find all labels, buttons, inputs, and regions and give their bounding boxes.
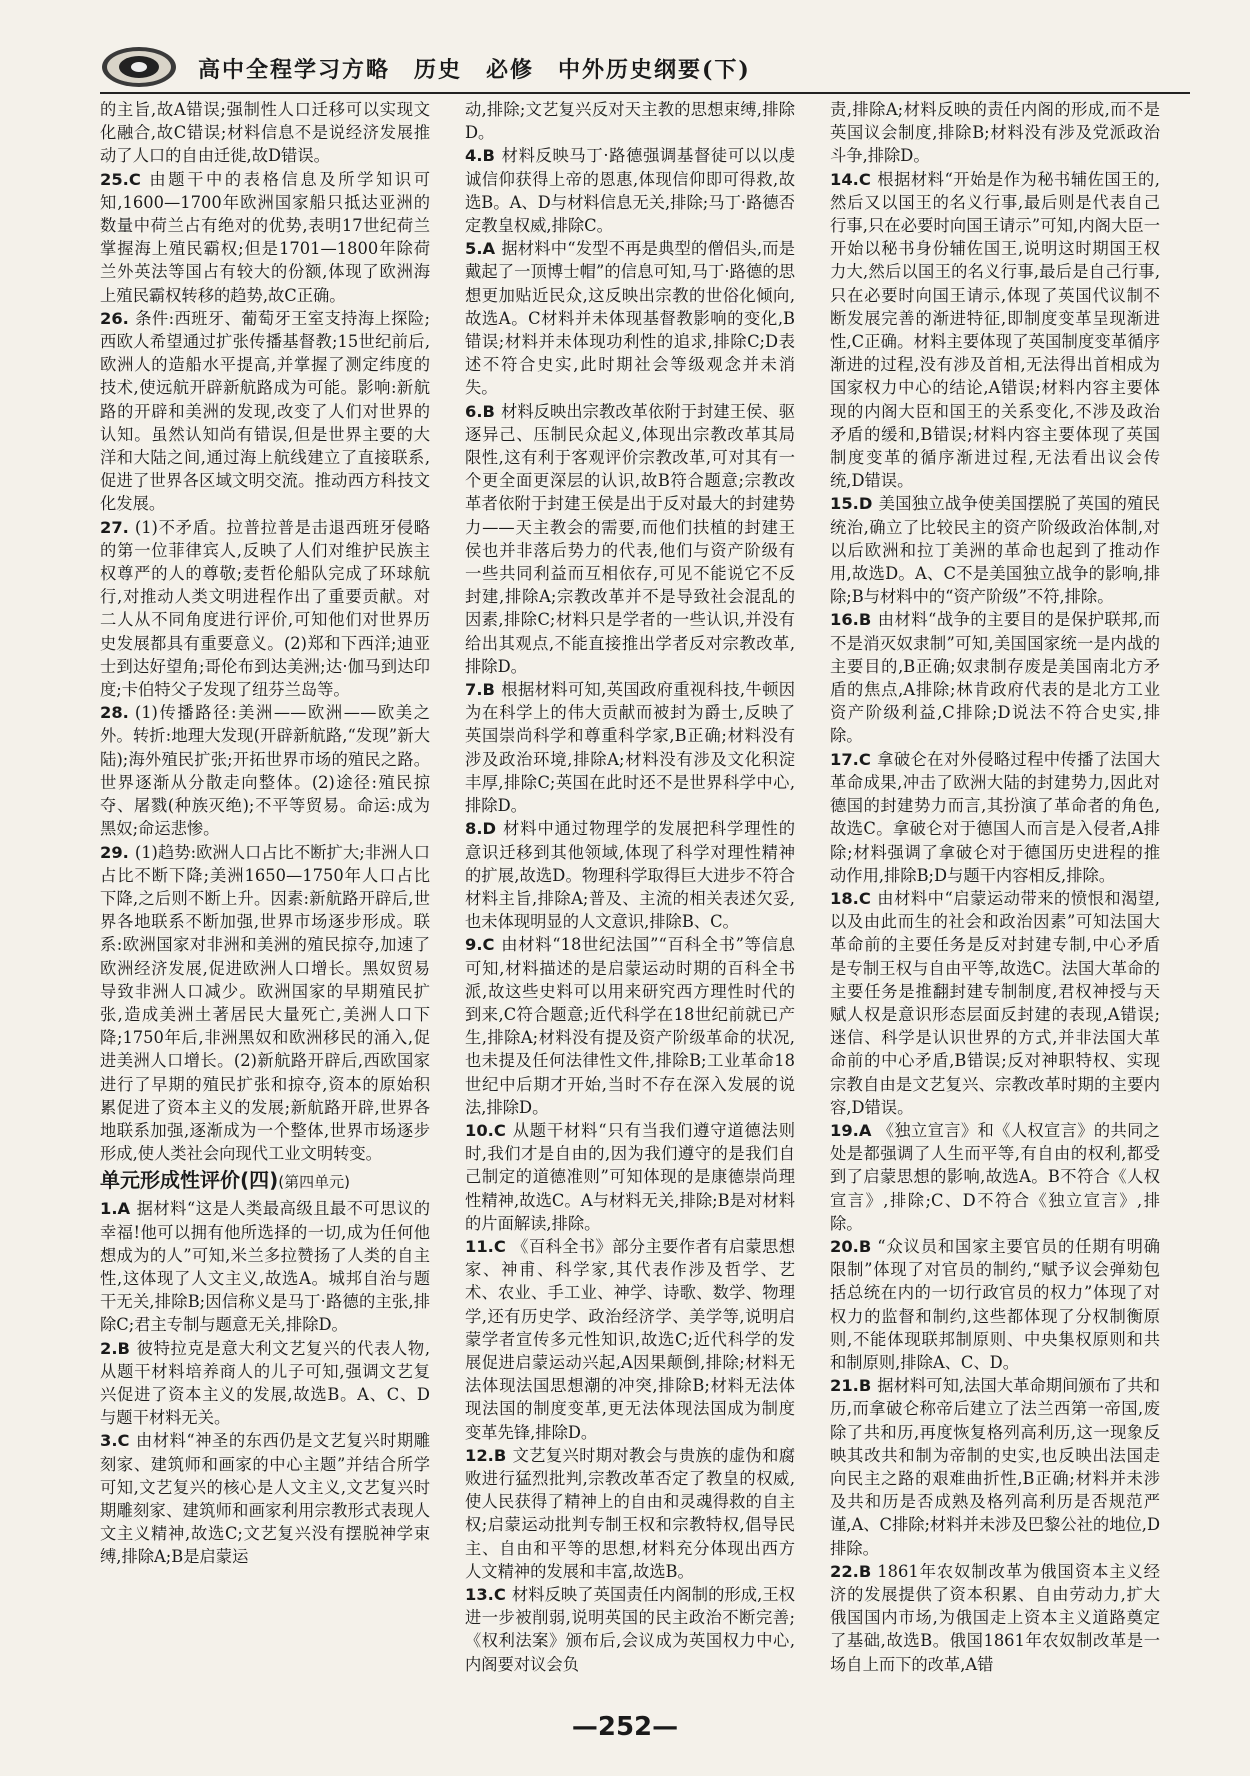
answer-text: 材料反映了英国责任内阁制的形成,王权进一步被削弱,说明英国的民主政治不断完善;《权利法案》颁布后,会议成为英国权力中心,内阁要对议会负 xyxy=(465,1585,795,1674)
answer-item xyxy=(830,887,1160,1119)
continued-text: 的主旨,故A错误;强制性人口迁移可以实现文化融合,故C错误;材料信息不是说经济发展推动了人口的自由迁徙,故D错误。 xyxy=(100,100,430,166)
answer-text: 由题干中的表格信息及所学知识可知,1600—1700年欧洲国家船只抵达亚洲的数量中荷兰占有绝对的优势,表明17世纪荷兰掌握海上殖民霸权;但是1701—1800年除荷兰外英法等国占有较大的份额,体现了欧洲海上殖民霸权转移的趋势,故C正确。 xyxy=(100,169,430,305)
answer-text: “众议员和国家主要官员的任期有明确限制”体现了对官员的制约,“赋予议会弹劾包括总统在内的一切行政官员的权力”体现了对权力的监督和制约,这些都体现了分权制衡原则,不能体现联邦制原则、中央集权原则和共和制原则,排除A、C、D。 xyxy=(830,1236,1160,1372)
answer-number: 3.C xyxy=(100,1431,130,1451)
answer-text: 据材料中“发型不再是典型的僧侣头,而是戴起了一顶博士帽”的信息可知,马丁·路德的思想更加贴近民众,这反映出宗教的世俗化倾向,故选A。C材料并未体现基督教影响的变化,B错误;材料并未体现功利性的追求,排除C;D表述不符合史实,此时期社会等级观念并未消失。 xyxy=(465,239,795,398)
continued-text: 动,排除;文艺复兴反对天主教的思想束缚,排除D。 xyxy=(465,100,795,143)
answer-text: 《独立宣言》和《人权宣言》的共同之处是都强调了人生而平等,有自由的权利,都受到了启蒙思想的影响,故选A。B不符合《人权宣言》,排除;C、D不符合《独立宣言》,排除。 xyxy=(830,1120,1160,1233)
answer-number: 14.C xyxy=(830,169,871,189)
answer-item xyxy=(465,1444,795,1583)
answer-item xyxy=(465,237,795,399)
answer-text: 根据材料“开始是作为秘书辅佐国王的,然后又以国王的名义行事,最后则是代表自己行事,只在必要时向国王请示”可知,内阁大臣一开始以秘书身份辅佐国王,说明这时期国王权力大,然后以国王的名义行事,最后是自己行事,只在必要时向国王请示,体现了英国代议制不断发展完善的渐进特征,即制度变革呈现渐进性,C正确。材料主要体现了英国制度变革循序渐进的过程,没有涉及首相,无法得出首相成为国家权力中心的结论,A错误;材料内容主要体现的内阁大臣和国王的关系变化,不涉及政治矛盾的缓和,B错误;材料内容主要体现了英国制度变革的循序渐进过程,无法看出议会传统,D错误。 xyxy=(830,169,1160,491)
page-header xyxy=(100,45,1190,91)
answer-text: 拿破仑在对外侵略过程中传播了法国大革命成果,冲击了欧洲大陆的封建势力,因此对德国的封建势力而言,其扮演了革命者的角色,故选C。拿破仑对于德国人而言是入侵者,A排除;材料强调了拿破仑对于德国历史进程的推动作用,排除B;D与题干内容相反,排除。 xyxy=(830,749,1160,885)
answer-text: 彼特拉克是意大利文艺复兴的代表人物,从题干材料培养商人的儿子可知,强调文艺复兴促进了资本主义的发展,故选B。A、C、D与题干材料无关。 xyxy=(100,1338,430,1428)
answer-text: 1861年农奴制改革为俄国资本主义经济的发展提供了资本积累、自由劳动力,扩大俄国国内市场,为俄国走上资本主义道路奠定了基础,故选B。俄国1861年农奴制改革是一场自上而下的改革,A错 xyxy=(830,1561,1160,1674)
answer-item xyxy=(465,144,795,237)
answer-item xyxy=(100,1429,430,1568)
answer-number: 15.D xyxy=(830,494,873,514)
answer-item xyxy=(830,1374,1160,1560)
answer-text: (1)传播路径:美洲——欧洲——欧美之外。转折:地理大发现(开辟新航路,“发现”新大陆);海外殖民扩张;开拓世界市场的殖民之路。世界逐渐从分散走向整体。(2)途径:殖民掠夺、屠戮(种族灭绝);不平等贸易。命运:成为黑奴;命运悲惨。 xyxy=(100,703,430,839)
answer-item xyxy=(100,1197,430,1336)
header-divider xyxy=(100,92,1190,94)
answer-item xyxy=(465,1235,795,1444)
column-2 xyxy=(465,98,795,1674)
answer-text: 材料中通过物理学的发展把科学理性的意识迁移到其他领域,体现了科学对理性精神的扩展,故选D。物理科学取得巨大进步不符合材料主旨,排除A;普及、主流的相关表述欠妥,也未体现明显的人文意识,排除B、C。 xyxy=(465,819,795,932)
answer-item xyxy=(830,492,1160,608)
answer-text: 根据材料可知,英国政府重视科技,牛顿因为在科学上的伟大贡献而被封为爵士,反映了英国崇尚科学和尊重科学家,B正确;材料没有涉及政治环境,排除A;材料没有涉及文化积淀丰厚,排除C;英国在此时还不是世界科学中心,排除D。 xyxy=(465,680,795,816)
answer-item xyxy=(830,1119,1160,1235)
answer-item xyxy=(465,1119,795,1235)
answer-number: 20.B xyxy=(830,1236,872,1256)
answer-item xyxy=(830,168,1160,493)
answer-number: 25.C xyxy=(100,169,141,189)
answer-number: 13.C xyxy=(465,1585,506,1604)
publisher-logo xyxy=(100,45,178,89)
column-3 xyxy=(830,98,1160,1674)
answer-number: 10.C xyxy=(465,1120,506,1140)
answer-number: 28. xyxy=(100,703,129,723)
column-1 xyxy=(100,98,430,1658)
continued-text: 责,排除A;材料反映的责任内阁的形成,而不是英国议会制度,排除B;材料没有涉及党派政治斗争,排除D。 xyxy=(830,100,1160,166)
answer-text: (1)趋势:欧洲人口占比不断扩大;非洲人口占比不断下降;美洲1650—1750年人口占比下降,之后则不断上升。因素:新航路开辟后,世界各地联系不断加强,世界市场逐步形成。联系:欧洲国家对非洲和美洲的殖民掠夺,加速了欧洲经济发展,促进欧洲人口增长。黑奴贸易导致非洲人口减少。欧洲国家的早期殖民扩张,造成美洲土著居民大量死亡,美洲人口下降;1750年后,非洲黑奴和欧洲移民的涌入,促进美洲人口增长。(2)新航路开辟后,西欧国家进行了早期的殖民扩张和掠夺,资本的原始积累促进了资本主义的发展;新航路开辟,世界各地联系加强,逐渐成为一个整体,世界市场逐步形成,使人类社会向现代工业文明转变。 xyxy=(100,842,430,1164)
answer-number: 18.C xyxy=(830,888,871,908)
section-subtitle: (第四单元) xyxy=(278,1173,350,1192)
answer-text: 由材料“战争的主要目的是保护联邦,而不是消灭奴隶制”可知,美国国家统一是内战的主要目的,B正确;奴隶制存废是美国南北方矛盾的焦点,A排除;林肯政府代表的是北方工业资产阶级利益,C排除;D说法不符合史实,排除。 xyxy=(830,610,1160,746)
answer-item xyxy=(830,1560,1160,1676)
answer-item xyxy=(100,1337,430,1430)
answer-item xyxy=(465,817,795,933)
answer-text: 材料反映出宗教改革依附于封建王侯、驱逐异己、压制民众起义,体现出宗教改革其局限性,这有利于客观评价宗教改革,可对其有一个更全面更深层的认识,故B符合题意;宗教改革者依附于封建王侯是出于反对最大的封建势力——天主教会的需要,而他们扶植的封建王侯也并非落后势力的代表,他们与资产阶级有一些共同利益而互相依存,可见不能说它不反封建,排除A;宗教改革并不是导致社会混乱的因素,排除C;材料只是学者的一些认识,并没有给出其观点,不能直接推出学者反对宗教改革,排除D。 xyxy=(465,401,795,676)
answer-item xyxy=(100,168,430,307)
answer-text: (1)不矛盾。拉普拉普是击退西班牙侵略的第一位菲律宾人,反映了人们对维护民族主权尊严的人的尊敬;麦哲伦船队完成了环球航行,对推动人类文明进程作出了重要贡献。对二人从不同角度进行评价,可知他们对世界历史发展都具有重要意义。(2)郑和下西洋;迪亚士到达好望角;哥伦布到达美洲;达·伽马到达印度;卡伯特父子发现了纽芬兰岛等。 xyxy=(100,517,430,700)
answer-item xyxy=(830,608,1160,747)
answer-text: 材料反映马丁·路德强调基督徒可以以虔诚信仰获得上帝的恩惠,体现信仰即可得救,故选B。A、D与材料信息无关,排除;马丁·路德否定教皇权威,排除C。 xyxy=(465,146,795,236)
answer-item xyxy=(100,701,430,840)
answer-item xyxy=(100,841,430,1166)
answer-number: 9.C xyxy=(465,935,495,955)
answer-number: 22.B xyxy=(830,1561,872,1581)
answer-item xyxy=(100,307,430,516)
answer-number: 17.C xyxy=(830,749,871,769)
section-title xyxy=(100,1167,430,1195)
answer-number: 16.B xyxy=(830,610,872,630)
answer-text: 条件:西班牙、葡萄牙王室支持海上探险;西欧人希望通过扩张传播基督教;15世纪前后,欧洲人的造船水平提高,并掌握了测定纬度的技术,使远航开辟新航路成为可能。影响:新航路的开辟和美洲的发现,改变了人们对世界的认知。虽然认知尚有错误,但是世界主要的大洋和大陆之间,通过海上航线建立了直接联系,促进了世界各区域文明交流。推动西方科技文化发展。 xyxy=(100,308,430,514)
answer-number: 26. xyxy=(100,308,129,328)
answer-text: 从题干材料“只有当我们遵守道德法则时,我们才是自由的,因为我们遵守的是我们自己制定的道德准则”可知体现的是康德崇尚理性精神,故选C。A与材料无关,排除;B是对材料的片面解读,排除。 xyxy=(465,1120,795,1233)
answer-text: 《百科全书》部分主要作者有启蒙思想家、神甫、科学家,其代表作涉及哲学、艺术、农业、手工业、神学、诗歌、数学、物理学,还有历史学、政治经济学、美学等,说明启蒙学者宣传多元性知识,故选C;近代科学的发展促进启蒙运动兴起,A因果颠倒,排除;材料无法体现法国思想潮的冲突,排除B;材料无法体现法国的制度变革,更无法体现法国成为制度变革先锋,排除D。 xyxy=(465,1236,795,1442)
answer-item xyxy=(465,400,795,678)
page-number: —252— xyxy=(571,1712,679,1742)
section-title-text: 单元形成性评价(四) xyxy=(100,1168,279,1193)
answer-item xyxy=(465,1583,795,1676)
answer-item xyxy=(100,516,430,702)
answer-number: 27. xyxy=(100,517,129,537)
answer-number: 6.B xyxy=(465,401,495,421)
answer-item xyxy=(830,1235,1160,1374)
answer-text: 由材料“18世纪法国”“百科全书”等信息可知,材料描述的是启蒙运动时期的百科全书派,故这些史料可以用来研究西方理性时代的到来,C符合题意;近代科学在18世纪前就已产生,排除A;材料没有提及资产阶级革命的状况,也未提及任何法律性文件,排除B;工业革命18世纪中后期才开始,当时不存在深入发展的说法,排除D。 xyxy=(465,935,795,1117)
answer-item xyxy=(465,933,795,1119)
answer-item xyxy=(465,678,795,817)
answer-number: 11.C xyxy=(465,1236,506,1256)
answer-text: 据材料“这是人类最高级且最不可思议的幸福!他可以拥有他所选择的一切,成为任何他想成为的人”可知,米兰多拉赞扬了人类的自主性,这体现了人文主义,故选A。城邦自治与题干无关,排除B;因信称义是马丁·路德的主张,排除C;君主专制与题意无关,排除D。 xyxy=(100,1199,430,1335)
answer-number: 4.B xyxy=(465,146,495,166)
answer-text: 由材料中“启蒙运动带来的愤恨和渴望,以及由此而生的社会和政治因素”可知法国大革命前的主要任务是反对封建专制,中心矛盾是专制王权与自由平等,故选C。法国大革命的主要任务是推翻封建专制制度,君权神授与天赋人权是意识形态层面反封建的表现,A错误;迷信、科学是认识世界的方式,并非法国大革命前的中心矛盾,B错误;反对神职特权、实现宗教自由是文艺复兴、宗教改革时期的主要内容,D错误。 xyxy=(830,888,1160,1117)
answer-number: 8.D xyxy=(465,819,497,839)
answer-number: 1.A xyxy=(100,1199,131,1219)
answer-number: 2.B xyxy=(100,1338,130,1358)
answer-text: 美国独立战争使美国摆脱了英国的殖民统治,确立了比较民主的资产阶级政治体制,对以后欧洲和拉丁美洲的革命也起到了推动作用,故选D。A、C不是美国独立战争的影响,排除;B与材料中的“资产阶级”不符,排除。 xyxy=(830,494,1160,607)
answer-number: 12.B xyxy=(465,1445,507,1465)
answer-text: 文艺复兴时期对教会与贵族的虚伪和腐败进行猛烈批判,宗教改革否定了教皇的权威,使人民获得了精神上的自由和灵魂得救的自主权;启蒙运动批判专制王权和宗教特权,倡导民主、自由和平等的思想,材料充分体现出西方人文精神的发展和丰富,故选B。 xyxy=(465,1445,795,1581)
answer-text: 由材料“神圣的东西仍是文艺复兴时期雕刻家、建筑师和画家的中心主题”并结合所学可知,文艺复兴的核心是人文主义,文艺复兴时期雕刻家、建筑师和画家利用宗教形式表现人文主义精神,故选C;文艺复兴没有摆脱神学束缚,排除A;B是启蒙运 xyxy=(100,1431,430,1567)
answer-number: 19.A xyxy=(830,1120,872,1140)
header-title: 高中全程学习方略 历史 必修 中外历史纲要(下) xyxy=(198,57,751,83)
answer-number: 5.A xyxy=(465,239,496,259)
answer-number: 21.B xyxy=(830,1376,872,1396)
answer-item xyxy=(830,748,1160,887)
answer-text: 据材料可知,法国大革命期间颁布了共和历,而拿破仑称帝后建立了法兰西第一帝国,废除了共和历,再度恢复格列高利历,这一现象反映其改共和制为帝制的史实,也反映出法国走向民主之路的艰难曲折性,B正确;材料并未涉及共和历是否成熟及格列高利历是否规范严谨,A、C排除;材料并未涉及巴黎公社的地位,D排除。 xyxy=(830,1376,1160,1558)
answer-number: 7.B xyxy=(465,680,495,700)
answer-number: 29. xyxy=(100,842,129,862)
